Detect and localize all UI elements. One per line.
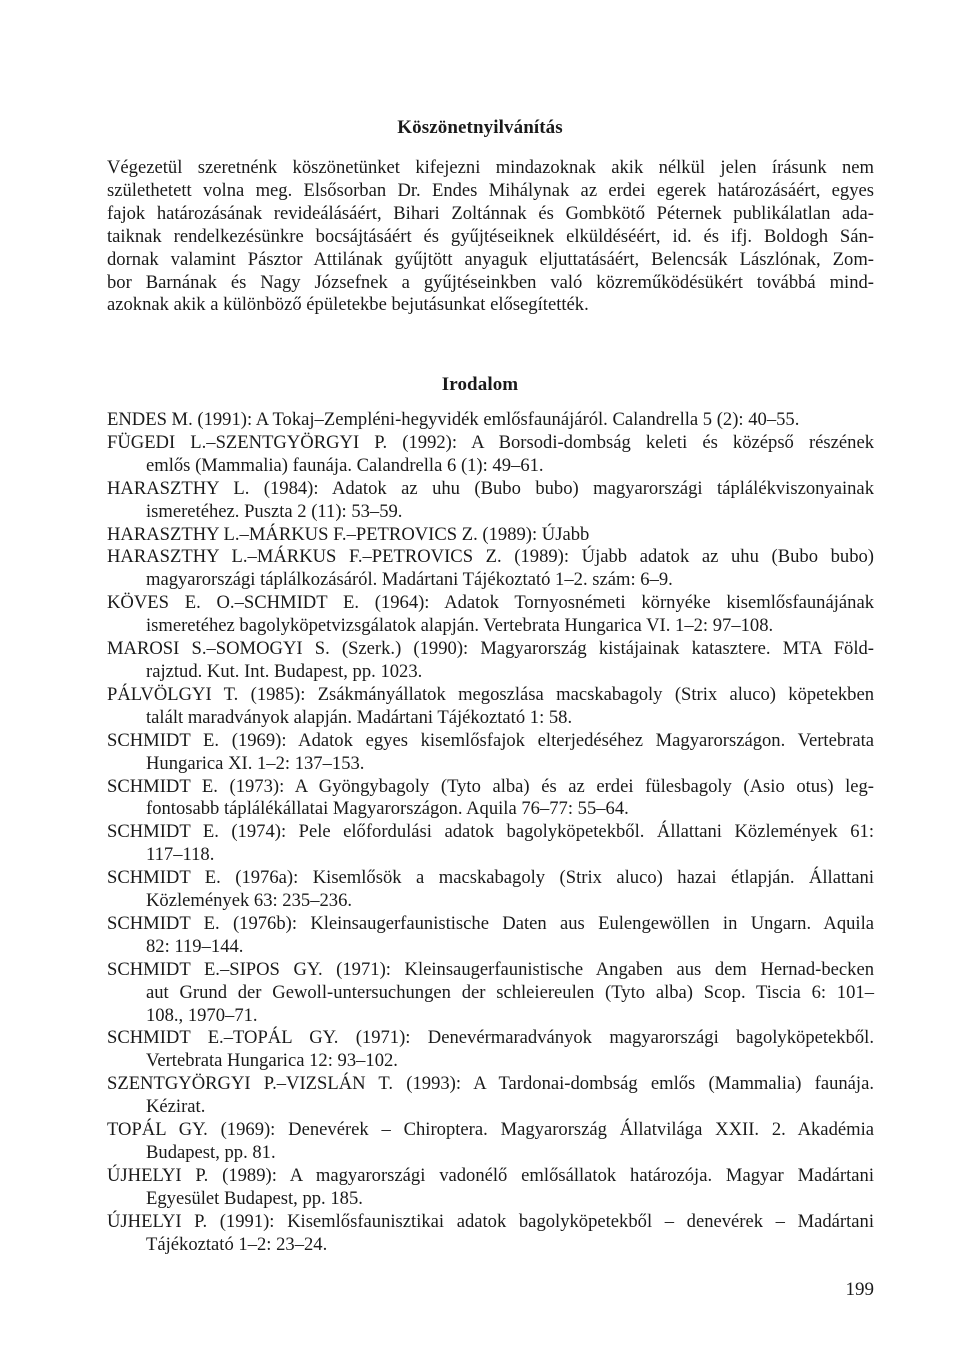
acknowledgements-title: Köszönetnyilvánítás [397,117,563,138]
reference-line: HARASZTHY L. (1984): Adatok az uhu (Bubo bubo) magyarországi táplálékviszonyainak [107,477,874,499]
reference-continuation-line: talált maradványok alapján. Madártani Tájékoztató 1: 58. [146,706,573,728]
reference-line: ENDES M. (1991): A Tokaj–Zempléni-hegyvidék emlősfaunájáról. Calandrella 5 (2): 40–55. [107,409,800,430]
reference-line: SCHMIDT E.–SIPOS GY. (1971): Kleinsaugerfaunistische Angaben aus dem Hernad-becken [107,958,874,980]
reference-line: SZENTGYÖRGYI P.–VIZSLÁN T. (1993): A Tardonai-dombság emlős (Mammalia) faunája. [107,1073,874,1095]
reference-entry [107,1119,874,1165]
reference-continuation-line: Közlemények 63: 235–236. [146,890,353,912]
acknowledgements-line: taiknak rendelkezésünkre bocsájtásáért és gyűjtéseiknek elküldéséért, id. és ifj. Boldogh Sán- [107,225,874,247]
acknowledgements-line: Végezetül szeretnénk köszönetünket kifejezni mindazoknak akik nélkül jelen írásunk nem [107,157,874,178]
reference-continuation-line: Budapest, pp. 81. [146,1142,276,1163]
reference-continuation-line: 117–118. [146,844,215,866]
reference-continuation-line: magyarországi táplálkozásáról. Madártani Tájékoztató 1–2. szám: 6–9. [146,569,673,591]
reference-line: ÚJHELYI P. (1989): A magyarországi vadonélő emlősállatok határozója. Magyar Madártani [107,1164,874,1186]
acknowledgements-line: fajok határozásának revideálásáért, Bihari Zoltánnak és Gombkötő Péternek publikálatlan ada- [107,202,874,224]
reference-continuation-line: aut Grund der Gewoll-untersuchungen der schleiereulen (Tyto alba) Scop. Tiscia 6: 101– [146,981,874,1003]
reference-continuation-line: rajztud. Kut. Int. Budapest, pp. 1023. [146,660,423,682]
reference-line: SCHMIDT E. (1973): A Gyöngybagoly (Tyto alba) és az erdei fülesbagoly (Asio otus) leg- [107,775,874,797]
reference-continuation-line: emlős (Mammalia) faunája. Calandrella 6 (1): 49–61. [146,454,544,476]
reference-continuation-line: ismeretéhez bagolyköpetvizsgálatok alapján. Vertebrata Hungarica VI. 1–2: 97–108. [146,615,774,637]
reference-entry [107,959,874,1028]
reference-entry [107,867,874,913]
page-number: 199 [845,1279,874,1300]
reference-line: PÁLVÖLGYI T. (1985): Zsákmányállatok megoszlása macskabagoly (Strix aluco) köpetekben [107,683,874,705]
reference-continuation-line: Hungarica XI. 1–2: 137–153. [146,752,365,774]
reference-entry [107,638,874,684]
reference-entry [107,1027,874,1073]
references-title: Irodalom [441,374,519,395]
reference-continuation-line: Kézirat. [146,1096,206,1118]
reference-continuation-line: Vertebrata Hungarica 12: 93–102. [146,1050,398,1072]
reference-continuation-line: fontosabb táplálékállatai Magyarországon. Aquila 76–77: 55–64. [146,798,629,820]
reference-entry [107,1165,874,1211]
reference-entry [107,913,874,959]
reference-line: KÖVES E. O.–SCHMIDT E. (1964): Adatok Tornyosnémeti környéke kisemlősfaunájának [107,592,874,614]
reference-entry [107,776,874,822]
reference-entry [107,821,874,867]
reference-line: HARASZTHY L.–MÁRKUS F.–PETROVICS Z. (1989): ÚJabb [107,523,590,545]
acknowledgements-line: azoknak akik a különböző épületekbe bejutásunkat elősegítették. [107,294,589,316]
reference-continuation-line: Tájékoztató 1–2: 23–24. [146,1233,328,1255]
reference-continuation-line: Egyesület Budapest, pp. 185. [146,1187,363,1209]
reference-entry [107,546,874,592]
reference-line: MAROSI S.–SOMOGYI S. (Szerk.) (1990): Magyarország kistájainak katasztere. MTA Föld- [107,638,874,660]
reference-continuation-line: 108., 1970–71. [146,1004,258,1026]
reference-line: HARASZTHY L.–MÁRKUS F.–PETROVICS Z. (1989): Újabb adatok az uhu (Bubo bubo) [107,546,874,568]
reference-continuation-line: ismeretéhez. Puszta 2 (11): 53–59. [146,500,403,522]
reference-line: ÚJHELYI P. (1991): Kisemlősfaunisztikai adatok bagolyköpetekből – denevérek – Madártani [107,1210,874,1232]
reference-line: SCHMIDT E. (1976a): Kisemlősök a macskabagoly (Strix aluco) hazai étlapján. Állattani [107,867,874,889]
acknowledgements-paragraph [107,157,874,317]
reference-line: SCHMIDT E. (1976b): Kleinsaugerfaunistische Daten aus Eulengewöllen in Ungarn. Aquila [107,912,874,934]
acknowledgements-line: dornak valamint Pásztor Attilának gyűjtött anyaguk eljuttatásáért, Belencsák Lászlónak, Zom- [107,248,874,270]
reference-line: SCHMIDT E. (1969): Adatok egyes kisemlősfajok elterjedéséhez Magyarországon. Vertebrata [107,729,874,751]
reference-line: SCHMIDT E. (1974): Pele előfordulási adatok bagolyköpetekből. Állattani Közlemények 61: [107,821,874,843]
reference-line: TOPÁL GY. (1969): Denevérek – Chiroptera. Magyarország Állatvilága XXII. 2. Akadémia [107,1119,874,1141]
acknowledgements-line: bor Barnának és Nagy Józsefnek a gyűjtéseinkben való közreműködésükért továbbá mind- [107,271,874,293]
reference-entry [107,524,874,547]
references-list [107,409,874,1257]
reference-entry [107,592,874,638]
reference-entry [107,432,874,478]
reference-entry [107,1211,874,1257]
reference-entry [107,409,874,432]
reference-entry [107,1073,874,1119]
reference-entry [107,684,874,730]
reference-continuation-line: 82: 119–144. [146,935,244,957]
reference-line: SCHMIDT E.–TOPÁL GY. (1971): Denevérmaradványok magyarországi bagolyköpetekből. [107,1027,874,1049]
acknowledgements-line: születhetett volna meg. Elsősorban Dr. Endes Mihálynak az erdei egerek határozásáért, egyes [107,179,874,201]
reference-line: FÜGEDI L.–SZENTGYÖRGYI P. (1992): A Borsodi-dombság keleti és középső részének [107,431,874,453]
reference-entry [107,730,874,776]
reference-entry [107,478,874,524]
